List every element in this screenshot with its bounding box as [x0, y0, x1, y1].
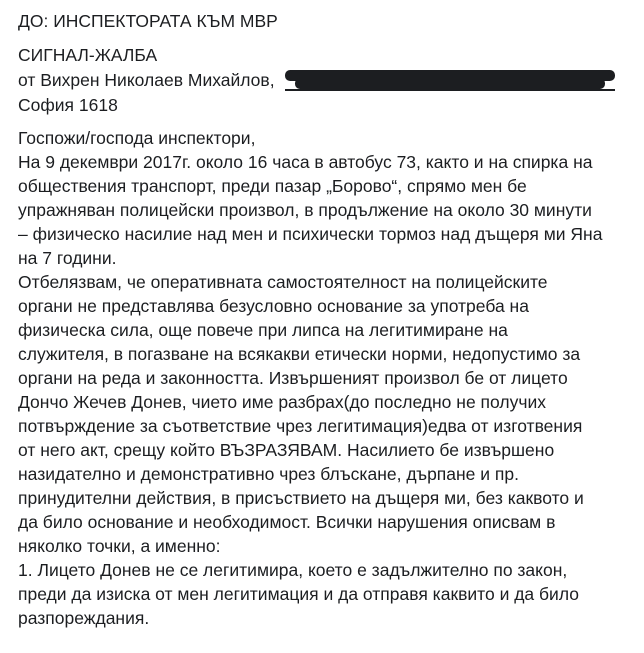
body-line: служителя, в погазване на всякакви етически норми, недопустимо за: [18, 344, 581, 364]
body-line: да било основание и необходимост. Всички нарушения описвам в: [18, 512, 556, 532]
body-line: разпореждания.: [18, 608, 150, 628]
body-line: от него акт, срещу който ВЪЗРАЗЯВАМ. Насилието бе извършено: [18, 440, 555, 460]
body-line: обществения транспорт, преди пазар „Борово“, спрямо мен бе: [18, 176, 527, 196]
body-line: назидателно и демонстративно чрез блъскане, дърпане и пр.: [18, 464, 519, 484]
body-line: упражняван полицейски произвол, в продължение на около 30 минути: [18, 200, 592, 220]
body-line: потвърждение за съответствие чрез легитимация)едва от изготвения: [18, 416, 583, 436]
addressee-line: ДО: ИНСПЕКТОРАТА КЪМ МВР: [18, 11, 278, 31]
body-line: органи не представлява безусловно основание за употреба на: [18, 296, 529, 316]
body-line: физическа сила, още повече при липса на легитимиране на: [18, 320, 508, 340]
greeting-line: Госпожи/господа инспектори,: [18, 128, 256, 148]
body-line: На 9 декември 2017г. около 16 часа в автобус 73, както и на спирка на: [18, 152, 593, 172]
body-line: 1. Лицето Донев не се легитимира, което е задължително по закон,: [18, 560, 568, 580]
sender-name: от Вихрен Николаев Михайлов,: [18, 70, 275, 90]
body-line: принудителни действия, в присъствието на дъщеря ми, без каквото и: [18, 488, 584, 508]
body-line: на 7 години.: [18, 248, 117, 268]
body-line: Дончо Жечев Донев, чието име разбрах(до последно не получих: [18, 392, 546, 412]
body-line: преди да изиска от мен легитимация и да отправя каквито и да било: [18, 584, 579, 604]
body-line: органи на реда и законността. Извършеният произвол бе от лицето: [18, 368, 568, 388]
body-line: – физическо насилие над мен и психически тормоз над дъщеря ми Яна: [18, 224, 603, 244]
body-line: Отбелязвам, че оперативната самостоятелност на полицейските: [18, 272, 548, 292]
city-line: София 1618: [18, 95, 118, 115]
body-line: няколко точки, а именно:: [18, 536, 221, 556]
document-heading: СИГНАЛ-ЖАЛБА: [18, 45, 158, 65]
sender-line: [18, 69, 275, 91]
